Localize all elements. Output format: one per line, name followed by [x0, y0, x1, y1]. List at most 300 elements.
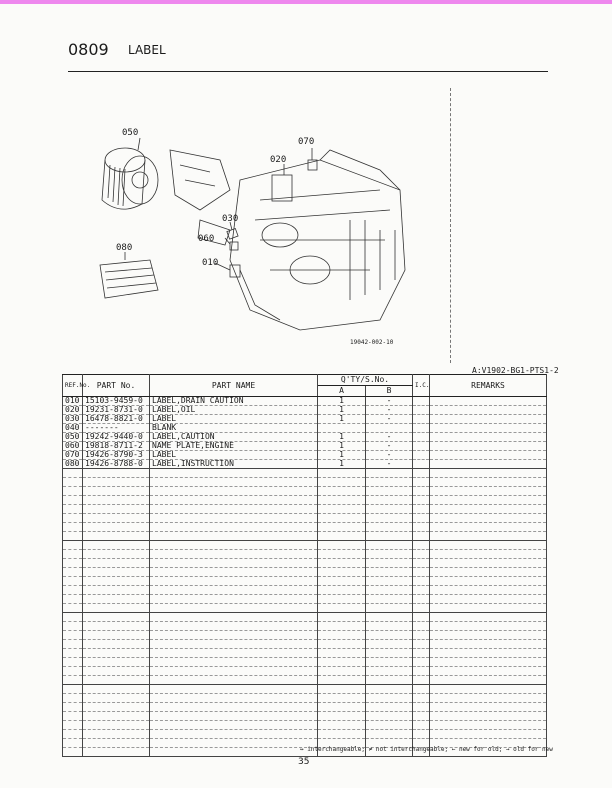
callout-020: 020 [270, 155, 287, 165]
cell-remarks [430, 550, 547, 559]
cell-part-no: 19242-9440-0 [83, 433, 150, 442]
cell-part-no [83, 676, 150, 685]
cell-ic [413, 505, 430, 514]
cell-ic [413, 559, 430, 568]
col-qty-a: A [318, 386, 366, 397]
cell-part-name [150, 748, 318, 757]
callout-050: 050 [122, 128, 139, 138]
cell-part-no [83, 469, 150, 478]
cell-remarks [430, 559, 547, 568]
cell-part-no [83, 595, 150, 604]
cell-ic [413, 523, 430, 532]
cell-ic [413, 550, 430, 559]
cell-qty-b [366, 550, 413, 559]
cell-part-no [83, 685, 150, 694]
cell-qty-b [366, 514, 413, 523]
callout-080: 080 [116, 243, 133, 253]
cell-ic [413, 649, 430, 658]
cell-ref-no: 070 [63, 451, 83, 460]
cell-part-no [83, 667, 150, 676]
cell-qty-b [366, 604, 413, 613]
table-row [63, 667, 547, 676]
cell-qty-a [318, 649, 366, 658]
cell-ic [413, 676, 430, 685]
cell-part-name [150, 631, 318, 640]
cell-qty-a [318, 505, 366, 514]
cell-qty-b [366, 586, 413, 595]
col-qty: Q'TY/S.No. [318, 375, 413, 386]
cell-part-no [83, 541, 150, 550]
cell-ref-no [63, 595, 83, 604]
callout-030: 030 [222, 214, 239, 224]
cell-qty-b: - [366, 406, 413, 415]
cell-qty-a [318, 487, 366, 496]
cell-qty-b [366, 649, 413, 658]
col-remarks: REMARKS [430, 375, 547, 397]
cell-remarks [430, 469, 547, 478]
table-row [63, 631, 547, 640]
cell-remarks [430, 433, 547, 442]
cell-part-name [150, 694, 318, 703]
cell-qty-b [366, 613, 413, 622]
cell-ref-no [63, 667, 83, 676]
cell-remarks [430, 595, 547, 604]
cell-part-no [83, 613, 150, 622]
cell-part-no [83, 739, 150, 748]
cell-part-name [150, 712, 318, 721]
table-row [63, 460, 547, 469]
cell-part-name [150, 532, 318, 541]
cell-ref-no [63, 577, 83, 586]
cell-remarks [430, 523, 547, 532]
callout-010: 010 [202, 258, 219, 268]
cell-part-name [150, 541, 318, 550]
cell-ic [413, 451, 430, 460]
cell-qty-a [318, 532, 366, 541]
model-code: A:V1902-BG1-PTS1-2 [472, 366, 559, 375]
cell-qty-b: - [366, 397, 413, 406]
cell-remarks [430, 541, 547, 550]
cell-qty-a [318, 703, 366, 712]
cell-ref-no: 080 [63, 460, 83, 469]
cell-qty-b [366, 478, 413, 487]
cell-qty-a: 1 [318, 460, 366, 469]
cell-part-name [150, 658, 318, 667]
cell-part-name [150, 595, 318, 604]
callout-070: 070 [298, 137, 315, 147]
cell-remarks [430, 658, 547, 667]
table-row [63, 730, 547, 739]
table-row [63, 559, 547, 568]
top-color-bar [0, 0, 612, 4]
cell-part-name: BLANK [150, 424, 318, 433]
cell-part-name: NAME PLATE,ENGINE [150, 442, 318, 451]
cell-part-no: 19818-8711-2 [83, 442, 150, 451]
cell-qty-a [318, 559, 366, 568]
cell-ic [413, 622, 430, 631]
col-qty-b: B [366, 386, 413, 397]
cell-ref-no [63, 721, 83, 730]
cell-ic [413, 595, 430, 604]
cell-part-name: LABEL,DRAIN CAUTION [150, 397, 318, 406]
table-row [63, 712, 547, 721]
cell-qty-b [366, 595, 413, 604]
cell-ref-no [63, 568, 83, 577]
table-row [63, 703, 547, 712]
cell-ic [413, 541, 430, 550]
cell-remarks [430, 613, 547, 622]
cell-part-no [83, 550, 150, 559]
cell-remarks [430, 649, 547, 658]
cell-ic [413, 514, 430, 523]
cell-qty-b [366, 631, 413, 640]
cell-part-no [83, 631, 150, 640]
cell-part-no: ------- [83, 424, 150, 433]
cell-part-no: 19231-8731-0 [83, 406, 150, 415]
cell-remarks [430, 694, 547, 703]
cell-part-no [83, 514, 150, 523]
cell-remarks [430, 568, 547, 577]
table-row [63, 577, 547, 586]
table-row [63, 658, 547, 667]
cell-qty-a: 1 [318, 433, 366, 442]
col-part-name: PART NAME [150, 375, 318, 397]
cell-qty-a [318, 469, 366, 478]
table-row [63, 640, 547, 649]
cell-ref-no: 030 [63, 415, 83, 424]
cell-remarks [430, 406, 547, 415]
cell-ic [413, 613, 430, 622]
cell-ic [413, 397, 430, 406]
cell-remarks [430, 640, 547, 649]
cell-qty-b [366, 658, 413, 667]
cell-part-name [150, 730, 318, 739]
cell-remarks [430, 721, 547, 730]
cell-part-name: LABEL [150, 451, 318, 460]
illustration-divider [450, 88, 451, 363]
cell-remarks [430, 676, 547, 685]
table-row [63, 595, 547, 604]
cell-ref-no [63, 532, 83, 541]
cell-part-no [83, 721, 150, 730]
cell-part-no: 19426-8790-3 [83, 451, 150, 460]
cell-part-name: LABEL,CAUTION [150, 433, 318, 442]
cell-part-no [83, 622, 150, 631]
cell-part-no [83, 559, 150, 568]
cell-qty-b [366, 523, 413, 532]
table-row [63, 613, 547, 622]
cell-remarks [430, 505, 547, 514]
table-row [63, 523, 547, 532]
cell-remarks [430, 487, 547, 496]
page-number: 35 [298, 757, 310, 767]
interchangeability-legend: ↔ interchangeable; ≠ not interchangeable; ← new for old; → old for new [300, 746, 553, 753]
cell-ic [413, 496, 430, 505]
cell-qty-a [318, 541, 366, 550]
cell-part-name [150, 622, 318, 631]
cell-ic [413, 415, 430, 424]
cell-part-no [83, 604, 150, 613]
cell-ic [413, 478, 430, 487]
cell-qty-b [366, 640, 413, 649]
col-ic: I.C. [413, 375, 430, 397]
cell-qty-a [318, 694, 366, 703]
cell-part-no [83, 586, 150, 595]
cell-remarks [430, 703, 547, 712]
cell-qty-a [318, 595, 366, 604]
cell-qty-a [318, 658, 366, 667]
cell-part-name [150, 721, 318, 730]
cell-ref-no [63, 640, 83, 649]
cell-qty-a [318, 721, 366, 730]
cell-qty-a [318, 514, 366, 523]
cell-ref-no [63, 478, 83, 487]
cell-part-no [83, 532, 150, 541]
cell-remarks [430, 631, 547, 640]
cell-qty-b [366, 712, 413, 721]
cell-qty-b [366, 541, 413, 550]
cell-ic [413, 532, 430, 541]
cell-part-no [83, 748, 150, 757]
cell-remarks [430, 397, 547, 406]
cell-ref-no [63, 613, 83, 622]
cell-qty-b [366, 559, 413, 568]
cell-qty-a [318, 613, 366, 622]
cell-qty-b: - [366, 451, 413, 460]
cell-ic [413, 577, 430, 586]
cell-qty-b: - [366, 415, 413, 424]
table-row [63, 532, 547, 541]
cell-remarks [430, 451, 547, 460]
cell-ic [413, 703, 430, 712]
cell-ref-no: 010 [63, 397, 83, 406]
cell-ref-no [63, 496, 83, 505]
cell-qty-b: - [366, 433, 413, 442]
cell-part-name [150, 604, 318, 613]
label-010-box [230, 265, 240, 277]
table-row [63, 514, 547, 523]
table-row [63, 721, 547, 730]
section-title: LABEL [128, 43, 166, 57]
cell-ref-no [63, 730, 83, 739]
cell-ref-no [63, 559, 83, 568]
cell-qty-a: 1 [318, 442, 366, 451]
cell-part-name [150, 478, 318, 487]
cell-qty-a [318, 712, 366, 721]
cell-part-name [150, 667, 318, 676]
cell-part-no [83, 496, 150, 505]
cell-remarks [430, 442, 547, 451]
cell-qty-b [366, 568, 413, 577]
instruction-label-drawing [100, 260, 158, 298]
cell-qty-a [318, 550, 366, 559]
cell-part-no [83, 694, 150, 703]
cell-qty-b [366, 703, 413, 712]
cell-qty-a [318, 730, 366, 739]
table-row [63, 586, 547, 595]
cell-ic [413, 442, 430, 451]
cell-ic [413, 721, 430, 730]
cell-remarks [430, 424, 547, 433]
cell-qty-b [366, 532, 413, 541]
cell-ref-no [63, 739, 83, 748]
table-row [63, 469, 547, 478]
cell-ref-no [63, 505, 83, 514]
col-ref-no: REF.No. [63, 375, 83, 397]
cell-qty-a [318, 478, 366, 487]
cell-part-name: LABEL,OIL [150, 406, 318, 415]
cell-qty-a [318, 523, 366, 532]
cell-qty-a: 1 [318, 397, 366, 406]
cell-part-no [83, 703, 150, 712]
cell-qty-a [318, 676, 366, 685]
table-row [63, 478, 547, 487]
cell-part-name [150, 685, 318, 694]
parts-table-body [63, 397, 547, 757]
cell-part-name [150, 649, 318, 658]
cell-remarks [430, 685, 547, 694]
cell-part-no [83, 568, 150, 577]
cell-ic [413, 568, 430, 577]
cell-remarks [430, 622, 547, 631]
cell-ref-no [63, 514, 83, 523]
cell-ic [413, 694, 430, 703]
cell-qty-b [366, 667, 413, 676]
cell-remarks [430, 667, 547, 676]
label-020-box [272, 175, 292, 201]
cell-qty-a [318, 622, 366, 631]
table-row [63, 496, 547, 505]
cell-part-name [150, 577, 318, 586]
cell-ic [413, 604, 430, 613]
cell-part-no [83, 712, 150, 721]
cell-part-no: 16478-8821-0 [83, 415, 150, 424]
cell-remarks [430, 730, 547, 739]
cell-ref-no [63, 712, 83, 721]
cell-ref-no [63, 586, 83, 595]
cell-part-name [150, 469, 318, 478]
cell-ic [413, 487, 430, 496]
cell-ic [413, 712, 430, 721]
cell-qty-b [366, 676, 413, 685]
table-row [63, 622, 547, 631]
cell-part-no [83, 730, 150, 739]
cell-part-no [83, 640, 150, 649]
cell-part-name [150, 568, 318, 577]
cell-qty-b [366, 622, 413, 631]
cell-ic [413, 730, 430, 739]
cell-part-name [150, 640, 318, 649]
cell-qty-a [318, 586, 366, 595]
cell-qty-b [366, 505, 413, 514]
cell-ic [413, 631, 430, 640]
table-row [63, 487, 547, 496]
cell-part-name [150, 586, 318, 595]
cell-qty-b [366, 496, 413, 505]
cell-ref-no: 060 [63, 442, 83, 451]
cell-qty-a [318, 631, 366, 640]
cell-ref-no [63, 694, 83, 703]
cell-part-name [150, 505, 318, 514]
cell-part-name [150, 613, 318, 622]
cell-qty-b [366, 487, 413, 496]
cell-part-name [150, 676, 318, 685]
section-code: 0809 [68, 40, 109, 59]
cell-qty-b [366, 469, 413, 478]
cell-qty-a [318, 577, 366, 586]
table-row [63, 694, 547, 703]
cell-part-name [150, 703, 318, 712]
table-row [63, 649, 547, 658]
cell-part-name: LABEL [150, 415, 318, 424]
cell-ref-no [63, 703, 83, 712]
cell-part-name [150, 523, 318, 532]
exploded-view-illustration [80, 120, 420, 350]
cell-ref-no [63, 604, 83, 613]
cell-qty-a [318, 640, 366, 649]
cell-part-name [150, 559, 318, 568]
cell-part-name: LABEL,INSTRUCTION [150, 460, 318, 469]
cell-part-name [150, 496, 318, 505]
cell-ref-no [63, 649, 83, 658]
cell-ic [413, 640, 430, 649]
cell-part-no: 19426-8788-0 [83, 460, 150, 469]
cell-ref-no [63, 631, 83, 640]
cell-ic [413, 406, 430, 415]
cell-ref-no [63, 685, 83, 694]
cell-qty-a [318, 685, 366, 694]
table-row [63, 604, 547, 613]
cell-ref-no [63, 550, 83, 559]
table-row [63, 676, 547, 685]
cell-ic [413, 424, 430, 433]
cell-ic [413, 469, 430, 478]
cell-qty-a: 1 [318, 406, 366, 415]
table-row [63, 568, 547, 577]
cell-part-no [83, 478, 150, 487]
cell-ic [413, 586, 430, 595]
cell-part-no [83, 577, 150, 586]
cell-ic [413, 658, 430, 667]
cell-remarks [430, 514, 547, 523]
col-part-no: PART No. [83, 375, 150, 397]
table-row [63, 415, 547, 424]
cell-part-name [150, 487, 318, 496]
cell-qty-a [318, 667, 366, 676]
cell-qty-b [366, 685, 413, 694]
cell-qty-b [366, 694, 413, 703]
cell-qty-b: - [366, 460, 413, 469]
cell-ref-no [63, 676, 83, 685]
cell-ref-no: 040 [63, 424, 83, 433]
table-row [63, 505, 547, 514]
cell-ic [413, 685, 430, 694]
cell-qty-b [366, 730, 413, 739]
cell-qty-a [318, 604, 366, 613]
cell-ref-no: 020 [63, 406, 83, 415]
cell-qty-a: 1 [318, 415, 366, 424]
cell-ref-no [63, 622, 83, 631]
cell-remarks [430, 577, 547, 586]
cell-part-no: 15103-9459-0 [83, 397, 150, 406]
header-rule [68, 71, 548, 72]
cell-part-name [150, 514, 318, 523]
cell-ic [413, 460, 430, 469]
cell-ic [413, 667, 430, 676]
cell-ref-no [63, 658, 83, 667]
cell-qty-a [318, 496, 366, 505]
cell-remarks [430, 532, 547, 541]
